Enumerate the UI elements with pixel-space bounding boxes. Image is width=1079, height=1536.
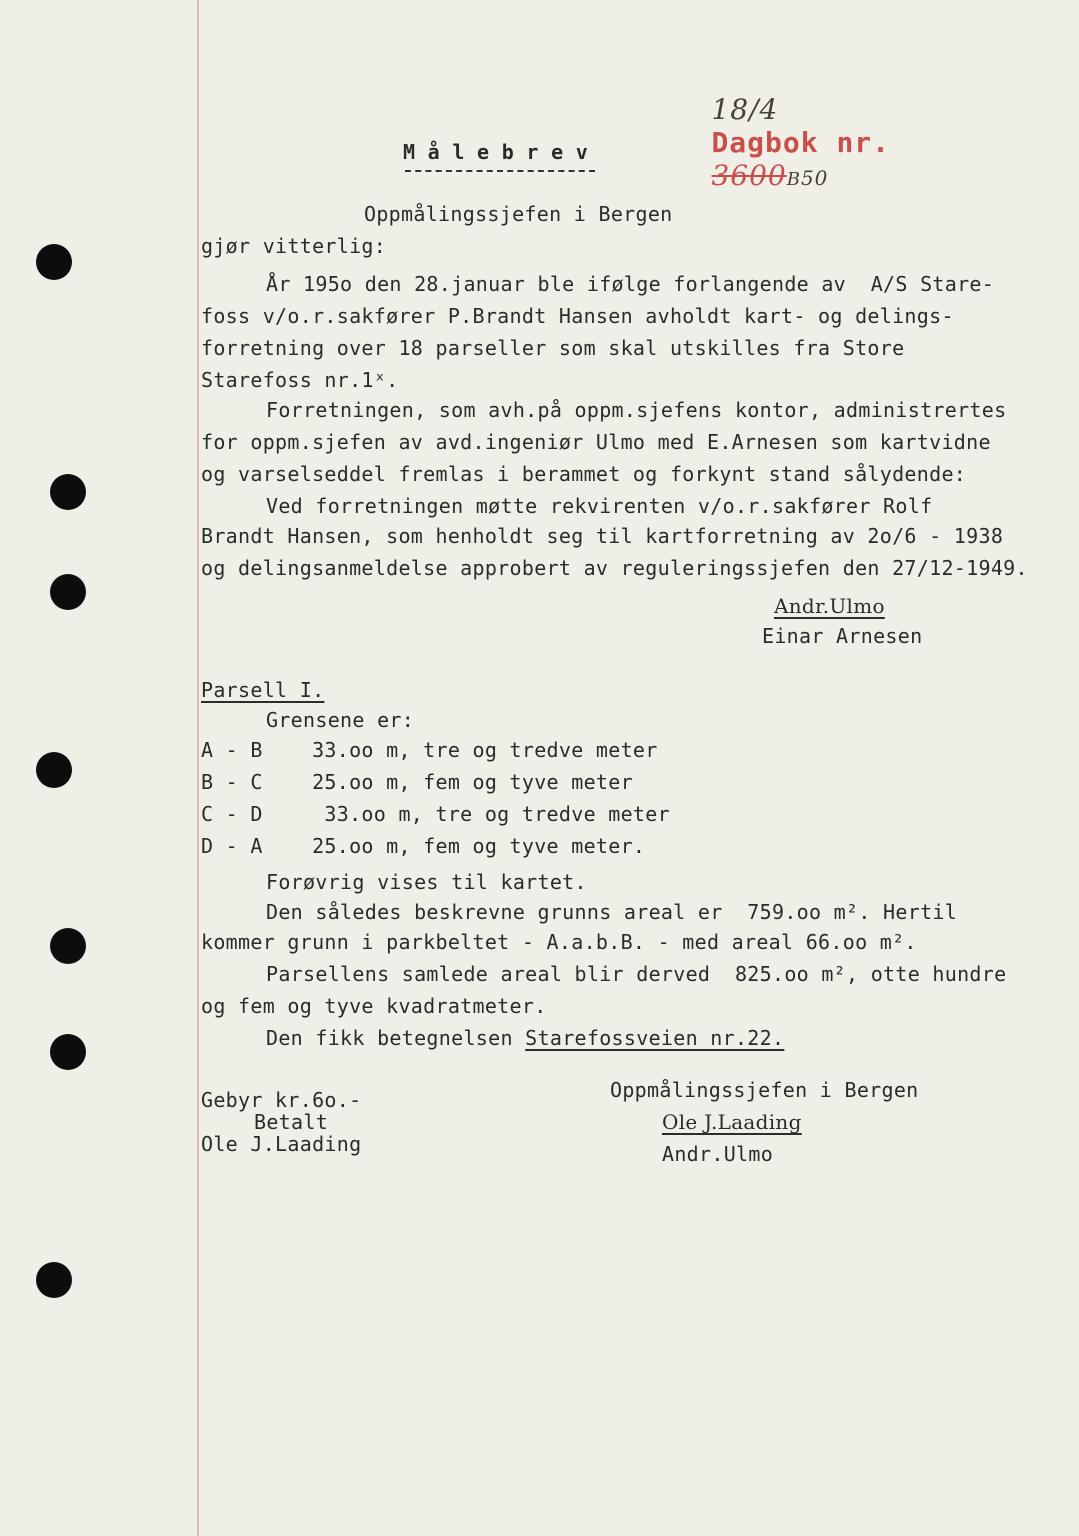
text-line: Grensene er: [266, 708, 415, 732]
text-line: og varselseddel fremlas i berammet og forkynt stand sålydende: [201, 462, 967, 486]
punch-hole [50, 1034, 86, 1070]
text-line: forretning over 18 parseller som skal utskilles fra Store [201, 336, 905, 360]
fee-signature: Ole J.Laading [201, 1132, 362, 1156]
designation-line [266, 1026, 784, 1050]
punch-hole [50, 574, 86, 610]
text-line: Oppmålingssjefen i Bergen [364, 202, 673, 226]
stamp-number: 3600 [711, 159, 787, 192]
stamp-year: 50 [800, 166, 829, 190]
text-line: Parsellens samlede areal blir derved 825.oo m², otte hundre [266, 962, 1007, 986]
document-title: M å l e b r e v [403, 140, 589, 164]
punch-hole [36, 244, 72, 280]
punch-hole [36, 1262, 72, 1298]
boundary-row: C - D 33.oo m, tre og tredve meter [201, 802, 670, 826]
designation-value: Starefossveien nr.22. [525, 1026, 785, 1050]
stamp-series: B [786, 169, 801, 190]
punch-hole [50, 928, 86, 964]
text-line: for oppm.sjefen av avd.ingeniør Ulmo med E.Arnesen som kartvidne [201, 430, 991, 454]
boundary-row: A - B 33.oo m, tre og tredve meter [201, 738, 658, 762]
text-line: Den således beskrevne grunns areal er 759.oo m². Hertil [266, 900, 958, 924]
signature-arnesen: Einar Arnesen [762, 624, 923, 648]
office-title: Oppmålingssjefen i Bergen [610, 1078, 919, 1102]
text-line: Forretningen, som avh.på oppm.sjefens kontor, administrertes [266, 398, 1007, 422]
text-line: og fem og tyve kvadratmeter. [201, 994, 547, 1018]
text-line: og delingsanmeldelse approbert av reguleringssjefen den 27/12-1949. [201, 556, 1028, 580]
text-line: År 195o den 28.januar ble ifølge forlangende av A/S Stare- [266, 272, 995, 296]
stamp-date: 18/4 [711, 93, 779, 126]
office-signature-ulmo: Andr.Ulmo [662, 1142, 774, 1166]
punch-hole [50, 474, 86, 510]
dagbok-stamp [640, 60, 890, 225]
signature-ulmo: Andr.Ulmo [774, 594, 885, 618]
title-underline [405, 170, 595, 172]
text-line: Ved forretningen møtte rekvirenten v/o.r.sakfører Rolf [266, 494, 933, 518]
stamp-label: Dagbok nr. [711, 126, 891, 159]
text-line: Forøvrig vises til kartet. [266, 870, 587, 894]
text-line: Brandt Hansen, som henholdt seg til kartforretning av 2o/6 - 1938 [201, 524, 1004, 548]
punch-hole [36, 752, 72, 788]
text-line: Starefoss nr.1ˣ. [201, 368, 399, 392]
designation-label: Den fikk betegnelsen [266, 1026, 526, 1050]
fee-paid: Betalt [254, 1110, 329, 1134]
office-signature-laading: Ole J.Laading [662, 1110, 802, 1134]
margin-line [197, 0, 199, 1536]
parsell-heading: Parsell I. [201, 678, 325, 702]
fee-line: Gebyr kr.6o.- [201, 1088, 362, 1112]
text-line: kommer grunn i parkbeltet - A.a.b.B. - med areal 66.oo m². [201, 930, 917, 954]
boundary-row: B - C 25.oo m, fem og tyve meter [201, 770, 633, 794]
text-line: foss v/o.r.sakfører P.Brandt Hansen avholdt kart- og delings- [201, 304, 954, 328]
text-line: gjør vitterlig: [201, 234, 387, 258]
boundary-row: D - A 25.oo m, fem og tyve meter. [201, 834, 646, 858]
